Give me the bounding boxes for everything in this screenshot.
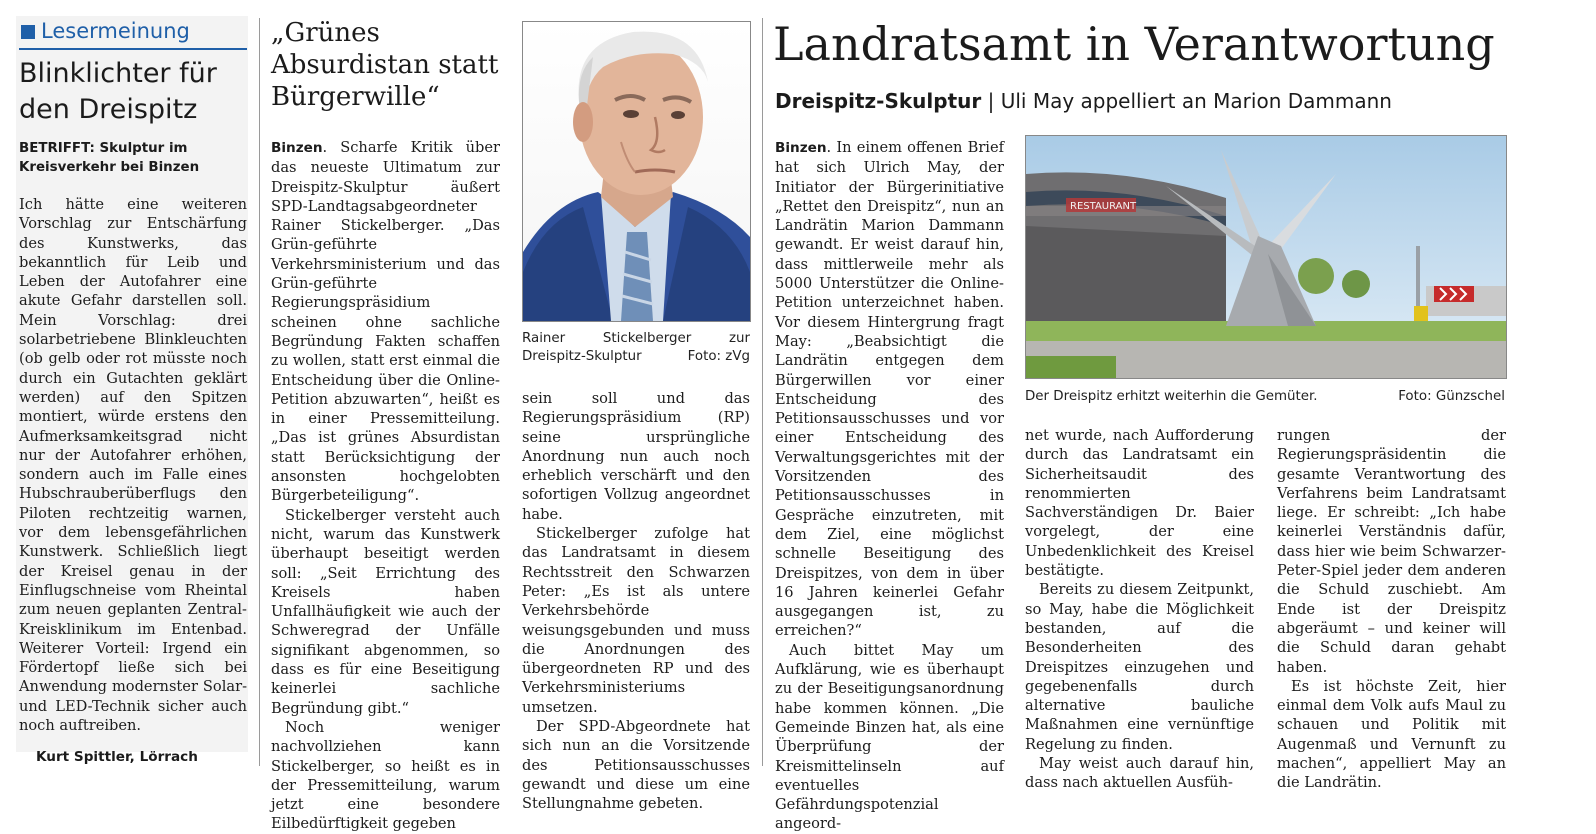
- rubric-label: Lesermeinung: [41, 19, 190, 43]
- absurd-column-2: [522, 389, 750, 813]
- dreispitz-image: [1026, 136, 1506, 378]
- absurd-col2-para-2: Stickelberger zufolge hat das Landratsamt in diesem Rechtsstreit den Schwarzen Peter: „Es ist als untere Verkehrsbehörde weisungsgebunden und muss die Anordnungen des übergeordneten RP und des Verkehrsministeriums umsetzen.: [522, 525, 750, 716]
- main-subhead-separator: |: [987, 89, 995, 113]
- column-rule-1: [259, 18, 260, 766]
- portrait-photo-credit: Foto: zVg: [687, 349, 750, 364]
- main-para-2: Auch bittet May um Aufklärung, wie es überhaupt zu der Beseitigungsanordnung habe kommen können. „Die Gemeinde Binzen hat, als eine Überprüfung der Kreismittelinseln auf eventuelles Gefährdungspotenzial angeord-: [775, 641, 1004, 833]
- main-column-1: [775, 138, 1004, 833]
- main-dateline: Binzen: [775, 140, 827, 156]
- absurd-para-2: Stickelberger versteht auch nicht, warum das Kunstwerk überhaupt beseitigt werden soll: „Seit Errichtung des Kreisels haben Unfallhäufigkeit wie auch der Schweregrad der Unfälle signifikant abgenommen, so dass es für eine Beseitigung keinerlei sachliche Begründung gibt.“: [271, 506, 500, 717]
- absurd-headline: „Grünes Absurdistan statt Bürgerwille“: [271, 18, 499, 112]
- dreispitz-caption-text: Der Dreispitz erhitzt weiterhin die Gemüter.: [1025, 389, 1318, 404]
- dreispitz-photo-credit: Foto: Günzschel: [1398, 389, 1505, 404]
- main-column-3: [1277, 426, 1506, 792]
- main-headline: Landratsamt in Verantwortung: [773, 17, 1495, 71]
- main-col2-para-2: Bereits zu diesem Zeitpunkt, so May, habe die Möglichkeit bestanden, auf die Besonderheiten des Dreispitzes einzugehen und gegebenenfalls durch alternative bauliche Maßnahmen eine vernünftige Regelung zu finden.: [1025, 581, 1254, 753]
- leser-body: Ich hätte eine weiteren Vorschlag zur Entschärfung des Kunstwerks, das bekanntlich für Leib und Leben der Autofahrer eine akute Gefahr darstellen soll. Mein Vorschlag: drei solarbetriebene Blinkleuchten (ob gelb oder rot müsste noch durch ein Gutachten geklärt werden) auf den Spitzen montiert, würde erstens den Aufmerksamkeitsgrad nicht nur der Autofahrer erhöhen, sondern auch im Falle eines Hubschrauberüberflugs den Piloten rechtzeitig warnen, vor dem lebensgefährlichen Kunstwerk. Schließlich liegt der Kreisel genau in der Einflugschneise vom Rheintal zum neuen geplanten Zentral-Kreisklinikum im Entenbad. Weiterer Vorteil: Irgend ein Fördertopf ließe sich bei Anwendung modernster Solar- und LED-Technik sicher auch noch auftreiben.: [19, 196, 247, 735]
- main-col3-para-1: rungen der Regierungspräsidentin die gesamte Verantwortung des Verfahrens beim Landratsamt liege. Er schreibt: „Ich habe keinerlei Verständnis dafür, dass hier wie beim Schwarzer-Peter-Spiel jeder dem anderen die Schuld zuschiebt. Am Ende ist der Dreispitz abgeräumt – und keiner will die Schuld daran gehabt haben.: [1277, 427, 1506, 676]
- absurd-col2-para-3: Der SPD-Abgeordnete hat sich nun an die Vorsitzende des Petitionsausschusses gewandt und diese um eine Stellungnahme gebeten.: [522, 718, 750, 813]
- portrait-image: [523, 22, 750, 321]
- absurd-para-1: . Scharfe Kritik über das neueste Ultimatum zur Dreispitz-Skulptur äußert SPD-Landtagsabgeordneter Rainer Stickelberger. „Das Grün-geführte Verkehrsministerium und das Grün-geführte Regierungspräsidium scheinen ohne sachliche Begründung Fakten schaffen zu wollen, statt erst einmal die Entscheidung über die Online-Petition abzuwarten“, heißt es in einer Pressemitteilung. „Das ist grünes Absurdistan statt Berücksichtigung der ansonsten hochgelobten Bürgerbeteiligung“.: [271, 139, 500, 505]
- dreispitz-photo: [1025, 135, 1507, 379]
- main-subhead-topic: Dreispitz-Skulptur: [775, 89, 982, 113]
- absurd-para-3: Noch weniger nachvollziehen kann Stickelberger, so heißt es in der Pressemitteilung, warum jetzt eine besondere Eilbedürftigkeit gegeben: [271, 718, 500, 833]
- column-rule-2: [762, 18, 763, 766]
- leser-headline: [19, 56, 247, 128]
- main-para-1: . In einem offenen Brief hat sich Ulrich May, der Initiator der Bürgerinitiative „Rettet den Dreispitz“, nun an Landrätin Marion Dammann gewandt. Er weist darauf hin, dass mittlerweile mehr als 5000 Unterstützer die Online-Petition unterzeichnet haben. Vor diesem Hintergrung fragt May: „Beabsichtigt die Landrätin entgegen dem Bürgerwillen vor einer Entscheidung des Petitionsausschusses und vor einer Entscheidung des Verwaltungsgerichtes mit der Vorsitzenden des Petitionsausschusses in Gespräche einzutreten, mit dem Ziel, eine möglichst schnelle Beseitigung des Dreispitzes, von dem in über 16 Jahren keinerlei Gefahr ausgegangen ist, zu erreichen?“: [775, 139, 1004, 640]
- lesermeinung-rubric: [19, 20, 247, 50]
- portrait-caption-text: Rainer Stickelberger zur Dreispitz-Skulptur: [522, 331, 750, 364]
- dreispitz-caption: [1025, 388, 1505, 406]
- blue-square-icon: [21, 25, 35, 39]
- leser-betrifft: BETRIFFT: Skulptur im Kreisverkehr bei Binzen: [19, 141, 200, 175]
- main-col2-para-1: net wurde, nach Aufforderung durch das Landratsamt ein Sicherheitsaudit des renommierten Sachverständigen Dr. Baier vorgelegt, der eine Unbedenklichkeit des Kreisel bestätigte.: [1025, 427, 1254, 580]
- leser-headline-line-2: den Dreispitz: [19, 94, 198, 125]
- main-col2-para-3: May weist auch darauf hin, dass nach aktuellen Ausfüh-: [1025, 755, 1254, 792]
- main-col3-para-2: Es ist höchste Zeit, hier einmal dem Volk aufs Maul zu schauen und Politik mit Augenmaß und Vernunft zu machen“, appelliert May an die Landrätin.: [1277, 677, 1506, 792]
- leser-author: Kurt Spittler, Lörrach: [36, 749, 198, 765]
- portrait-photo: [522, 21, 751, 322]
- main-column-2: [1025, 426, 1254, 792]
- main-subhead: [775, 86, 1495, 116]
- absurd-dateline: Binzen: [271, 140, 323, 156]
- absurd-col2-para-1: sein soll und das Regierungspräsidium (RP) seine ursprüngliche Anordnung nun auch noch erheblich verschärft und den sofortigen Vollzug angeordnet habe.: [522, 390, 750, 523]
- leser-headline-line-1: Blinklichter für: [19, 58, 217, 89]
- absurd-column-1: [271, 138, 500, 833]
- main-subhead-text: Uli May appelliert an Marion Dammann: [1000, 89, 1392, 113]
- restaurant-sign: RESTAURANT: [1070, 201, 1137, 212]
- portrait-caption: [522, 330, 750, 366]
